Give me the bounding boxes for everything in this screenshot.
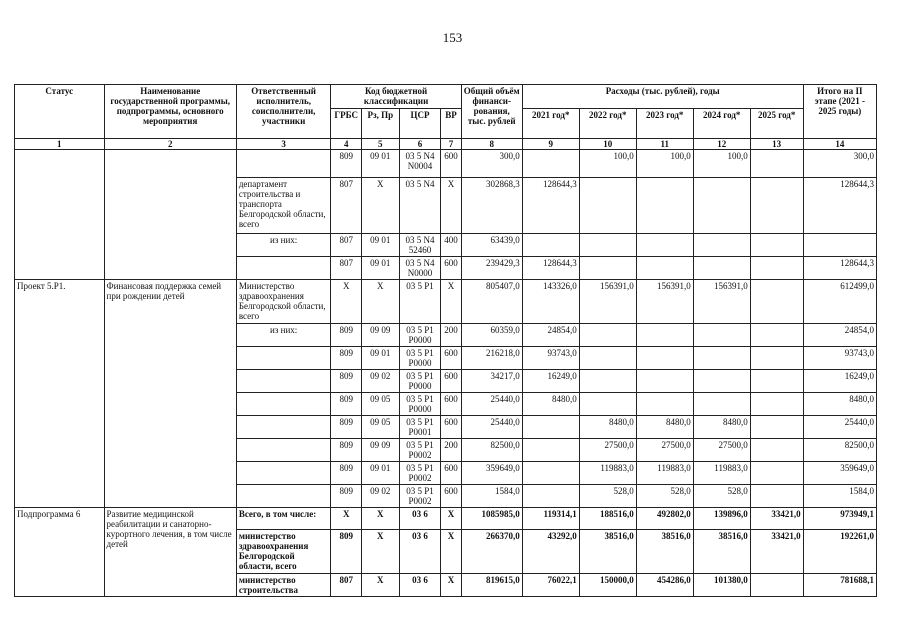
executor-cell: [236, 257, 331, 280]
y2023-cell: 492802,0: [636, 508, 693, 530]
csr-cell: 03 5 Р1 Р0000: [399, 393, 441, 416]
header-name: Наименование государственной программы, подпрограммы, основного мероприятия: [104, 85, 236, 139]
y2025-cell: [750, 324, 803, 347]
col-number: 6: [399, 139, 441, 150]
executor-cell: [236, 485, 331, 508]
y2025-cell: [750, 439, 803, 462]
budget-table: [14, 84, 877, 597]
y2021-cell: 76022,1: [522, 574, 579, 597]
csr-cell: 03 5 Р1 Р0000: [399, 324, 441, 347]
vr-cell: X: [441, 178, 461, 234]
y2024-cell: 100,0: [693, 150, 750, 178]
vr-cell: X: [441, 280, 461, 324]
total-cell: 239429,3: [461, 257, 522, 280]
grbs-cell: 807: [331, 178, 362, 234]
rz-cell: 09 01: [361, 462, 399, 485]
grbs-cell: X: [331, 508, 362, 530]
y2023-cell: 100,0: [636, 150, 693, 178]
itogo-cell: 1584,0: [803, 485, 876, 508]
grbs-cell: 809: [331, 439, 362, 462]
rz-cell: X: [361, 178, 399, 234]
y2021-cell: 119314,1: [522, 508, 579, 530]
grbs-cell: 807: [331, 574, 362, 597]
y2022-cell: [579, 257, 636, 280]
y2022-cell: 8480,0: [579, 416, 636, 439]
y2022-cell: 188516,0: [579, 508, 636, 530]
y2023-cell: [636, 178, 693, 234]
col-number: 1: [15, 139, 105, 150]
y2021-cell: 8480,0: [522, 393, 579, 416]
total-cell: 82500,0: [461, 439, 522, 462]
csr-cell: 03 5 Р1 Р0000: [399, 347, 441, 370]
total-cell: 805407,0: [461, 280, 522, 324]
col-number: 11: [636, 139, 693, 150]
csr-cell: 03 6: [399, 530, 441, 574]
y2022-cell: 119883,0: [579, 462, 636, 485]
itogo-cell: 8480,0: [803, 393, 876, 416]
y2025-cell: [750, 574, 803, 597]
y2024-cell: 8480,0: [693, 416, 750, 439]
y2024-cell: [693, 257, 750, 280]
executor-cell: из них:: [236, 234, 331, 257]
vr-cell: 600: [441, 393, 461, 416]
vr-cell: 400: [441, 234, 461, 257]
y2023-cell: [636, 393, 693, 416]
header-status: Статус: [15, 85, 105, 139]
y2021-cell: 128644,3: [522, 178, 579, 234]
csr-cell: 03 6: [399, 508, 441, 530]
col-number: 7: [441, 139, 461, 150]
y2023-cell: 454286,0: [636, 574, 693, 597]
vr-cell: 600: [441, 370, 461, 393]
y2025-cell: [750, 370, 803, 393]
col-number: 13: [750, 139, 803, 150]
vr-cell: 600: [441, 150, 461, 178]
y2022-cell: 150000,0: [579, 574, 636, 597]
y2025-cell: [750, 462, 803, 485]
y2023-cell: [636, 324, 693, 347]
col-number: 12: [693, 139, 750, 150]
y2025-cell: [750, 234, 803, 257]
col-number: 3: [236, 139, 331, 150]
csr-cell: 03 6: [399, 574, 441, 597]
y2023-cell: 8480,0: [636, 416, 693, 439]
total-cell: 1085985,0: [461, 508, 522, 530]
executor-cell: министерство здравоохранения Белгородской области, всего: [236, 530, 331, 574]
csr-cell: 03 5 Р1 Р0002: [399, 462, 441, 485]
y2025-cell: [750, 347, 803, 370]
y2024-cell: [693, 178, 750, 234]
y2025-cell: [750, 280, 803, 324]
executor-cell: [236, 370, 331, 393]
total-cell: 266370,0: [461, 530, 522, 574]
executor-cell: [236, 416, 331, 439]
y2022-cell: 156391,0: [579, 280, 636, 324]
grbs-cell: 809: [331, 370, 362, 393]
y2024-cell: 139896,0: [693, 508, 750, 530]
y2021-cell: 43292,0: [522, 530, 579, 574]
rz-cell: 09 01: [361, 347, 399, 370]
page-number: 153: [442, 30, 463, 45]
rz-cell: 09 02: [361, 485, 399, 508]
y2022-cell: 27500,0: [579, 439, 636, 462]
header-csr: ЦСР: [399, 109, 441, 139]
header-executor: Ответственный исполнитель, соисполнители, участники: [236, 85, 331, 139]
total-cell: 25440,0: [461, 416, 522, 439]
executor-cell: из них:: [236, 324, 331, 347]
y2024-cell: [693, 324, 750, 347]
header-itogo: Итого на II этапе (2021 - 2025 годы): [803, 85, 876, 139]
csr-cell: 03 5 N4 N0004: [399, 150, 441, 178]
table-row: [15, 150, 877, 178]
y2025-cell: [750, 178, 803, 234]
executor-cell: департамент строительства и транспорта Белгородской области, всего: [236, 178, 331, 234]
header-2022: 2022 год*: [579, 109, 636, 139]
header-rzpr: Рз, Пр: [361, 109, 399, 139]
col-number: 9: [522, 139, 579, 150]
csr-cell: 03 5 Р1 Р0001: [399, 416, 441, 439]
vr-cell: 600: [441, 416, 461, 439]
y2024-cell: 27500,0: [693, 439, 750, 462]
grbs-cell: 809: [331, 324, 362, 347]
executor-cell: [236, 462, 331, 485]
grbs-cell: 807: [331, 234, 362, 257]
y2024-cell: [693, 393, 750, 416]
y2023-cell: 27500,0: [636, 439, 693, 462]
col-number: 14: [803, 139, 876, 150]
vr-cell: X: [441, 508, 461, 530]
name-cell: Развитие медицинской реабилитации и санаторно-курортного лечения, в том числе детей: [104, 508, 236, 597]
y2024-cell: [693, 347, 750, 370]
y2024-cell: 38516,0: [693, 530, 750, 574]
rz-cell: X: [361, 530, 399, 574]
y2021-cell: 143326,0: [522, 280, 579, 324]
y2024-cell: 156391,0: [693, 280, 750, 324]
y2025-cell: [750, 393, 803, 416]
rz-cell: 09 09: [361, 439, 399, 462]
header-2024: 2024 год*: [693, 109, 750, 139]
csr-cell: 03 5 Р1 Р0002: [399, 485, 441, 508]
rz-cell: X: [361, 280, 399, 324]
total-cell: 1584,0: [461, 485, 522, 508]
grbs-cell: X: [331, 280, 362, 324]
y2021-cell: [522, 462, 579, 485]
itogo-cell: 781688,1: [803, 574, 876, 597]
csr-cell: 03 5 Р1 Р0000: [399, 370, 441, 393]
vr-cell: 200: [441, 324, 461, 347]
y2023-cell: [636, 370, 693, 393]
csr-cell: 03 5 N4: [399, 178, 441, 234]
total-cell: 819615,0: [461, 574, 522, 597]
y2022-cell: [579, 234, 636, 257]
y2021-cell: 128644,3: [522, 257, 579, 280]
header-2025: 2025 год*: [750, 109, 803, 139]
y2021-cell: [522, 439, 579, 462]
col-number: 4: [331, 139, 362, 150]
y2024-cell: [693, 370, 750, 393]
rz-cell: 09 09: [361, 324, 399, 347]
header-2023: 2023 год*: [636, 109, 693, 139]
y2021-cell: [522, 485, 579, 508]
itogo-cell: 16249,0: [803, 370, 876, 393]
y2024-cell: [693, 234, 750, 257]
y2024-cell: 528,0: [693, 485, 750, 508]
y2021-cell: [522, 234, 579, 257]
col-number: 2: [104, 139, 236, 150]
y2022-cell: [579, 393, 636, 416]
y2022-cell: [579, 178, 636, 234]
itogo-cell: 128644,3: [803, 257, 876, 280]
total-cell: 60359,0: [461, 324, 522, 347]
table-body: [15, 150, 877, 597]
y2024-cell: 101380,0: [693, 574, 750, 597]
executor-cell: Министерство здравоохранения Белгородской области, всего: [236, 280, 331, 324]
itogo-cell: 192261,0: [803, 530, 876, 574]
executor-cell: [236, 150, 331, 178]
csr-cell: 03 5 N4 52460: [399, 234, 441, 257]
executor-cell: [236, 393, 331, 416]
y2023-cell: [636, 257, 693, 280]
y2021-cell: 24854,0: [522, 324, 579, 347]
y2022-cell: 528,0: [579, 485, 636, 508]
total-cell: 25440,0: [461, 393, 522, 416]
table-row: [15, 280, 877, 324]
y2023-cell: [636, 347, 693, 370]
header-expenses: Расходы (тыс. рублей), годы: [522, 85, 803, 109]
vr-cell: 600: [441, 462, 461, 485]
executor-cell: [236, 347, 331, 370]
status-cell: Подпрограмма 6: [15, 508, 105, 597]
y2021-cell: 93743,0: [522, 347, 579, 370]
header-total: Общий объём финанси-рования, тыс. рублей: [461, 85, 522, 139]
col-number: 8: [461, 139, 522, 150]
grbs-cell: 809: [331, 485, 362, 508]
rz-cell: 09 05: [361, 416, 399, 439]
y2023-cell: 38516,0: [636, 530, 693, 574]
y2022-cell: 100,0: [579, 150, 636, 178]
y2023-cell: 528,0: [636, 485, 693, 508]
y2022-cell: 38516,0: [579, 530, 636, 574]
total-cell: 34217,0: [461, 370, 522, 393]
total-cell: 300,0: [461, 150, 522, 178]
vr-cell: 600: [441, 257, 461, 280]
itogo-cell: [803, 234, 876, 257]
total-cell: 216218,0: [461, 347, 522, 370]
grbs-cell: 809: [331, 347, 362, 370]
itogo-cell: 128644,3: [803, 178, 876, 234]
y2023-cell: 119883,0: [636, 462, 693, 485]
executor-cell: Всего, в том числе:: [236, 508, 331, 530]
col-number: 10: [579, 139, 636, 150]
rz-cell: X: [361, 508, 399, 530]
itogo-cell: 24854,0: [803, 324, 876, 347]
table-row: [15, 508, 877, 530]
y2022-cell: [579, 324, 636, 347]
vr-cell: X: [441, 530, 461, 574]
y2025-cell: [750, 416, 803, 439]
rz-cell: X: [361, 574, 399, 597]
header-vr: ВР: [441, 109, 461, 139]
status-cell: Проект 5.Р1.: [15, 280, 105, 508]
column-number-row: [15, 139, 877, 150]
vr-cell: 600: [441, 485, 461, 508]
rz-cell: 09 02: [361, 370, 399, 393]
header-grbs: ГРБС: [331, 109, 362, 139]
vr-cell: 600: [441, 347, 461, 370]
total-cell: 359649,0: [461, 462, 522, 485]
itogo-cell: 973949,1: [803, 508, 876, 530]
y2025-cell: [750, 257, 803, 280]
header-2021: 2021 год*: [522, 109, 579, 139]
y2023-cell: [636, 234, 693, 257]
grbs-cell: 807: [331, 257, 362, 280]
header-budget-code: Код бюджетной классификации: [331, 85, 461, 109]
grbs-cell: 809: [331, 416, 362, 439]
y2025-cell: 33421,0: [750, 530, 803, 574]
y2025-cell: 33421,0: [750, 508, 803, 530]
rz-cell: 09 01: [361, 257, 399, 280]
itogo-cell: 359649,0: [803, 462, 876, 485]
rz-cell: 09 01: [361, 150, 399, 178]
status-cell: [15, 150, 105, 280]
vr-cell: 200: [441, 439, 461, 462]
y2021-cell: [522, 150, 579, 178]
itogo-cell: 300,0: [803, 150, 876, 178]
name-cell: Финансовая поддержка семей при рождении детей: [104, 280, 236, 508]
itogo-cell: 82500,0: [803, 439, 876, 462]
y2021-cell: 16249,0: [522, 370, 579, 393]
executor-cell: [236, 439, 331, 462]
csr-cell: 03 5 Р1 Р0002: [399, 439, 441, 462]
y2023-cell: 156391,0: [636, 280, 693, 324]
grbs-cell: 809: [331, 530, 362, 574]
rz-cell: 09 01: [361, 234, 399, 257]
csr-cell: 03 5 N4 N0000: [399, 257, 441, 280]
y2022-cell: [579, 370, 636, 393]
vr-cell: X: [441, 574, 461, 597]
grbs-cell: 809: [331, 150, 362, 178]
rz-cell: 09 05: [361, 393, 399, 416]
y2022-cell: [579, 347, 636, 370]
col-number: 5: [361, 139, 399, 150]
y2024-cell: 119883,0: [693, 462, 750, 485]
executor-cell: министерство строительства: [236, 574, 331, 597]
itogo-cell: 25440,0: [803, 416, 876, 439]
y2021-cell: [522, 416, 579, 439]
grbs-cell: 809: [331, 462, 362, 485]
y2025-cell: [750, 150, 803, 178]
total-cell: 63439,0: [461, 234, 522, 257]
total-cell: 302868,3: [461, 178, 522, 234]
itogo-cell: 612499,0: [803, 280, 876, 324]
name-cell: [104, 150, 236, 280]
itogo-cell: 93743,0: [803, 347, 876, 370]
y2025-cell: [750, 485, 803, 508]
csr-cell: 03 5 Р1: [399, 280, 441, 324]
grbs-cell: 809: [331, 393, 362, 416]
